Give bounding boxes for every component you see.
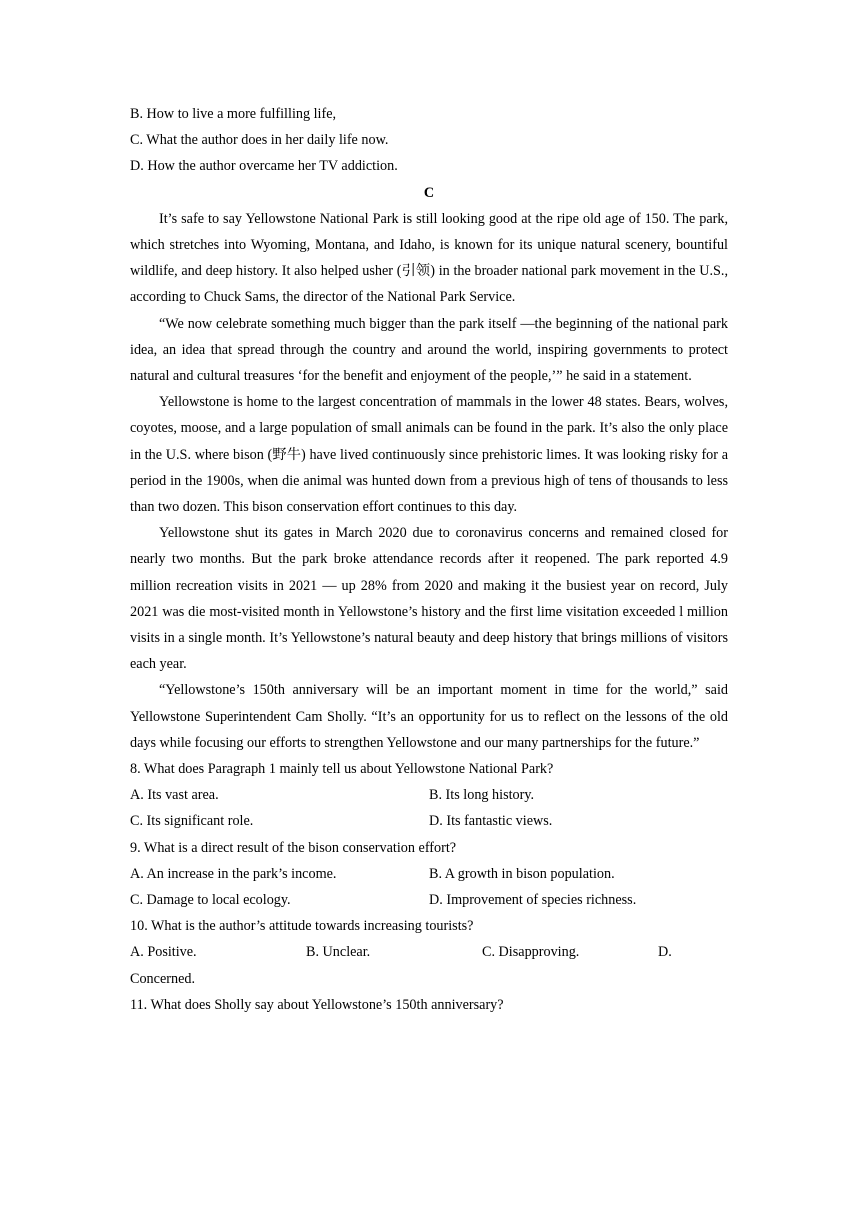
paragraph-3: Yellowstone is home to the largest concentration of mammals in the lower 48 states. Bears, wolves, coyotes, moose, and a large population of small animals can be found in the park. It’s also the only place in the U.S. where bison (野牛) have lived continuously since prehistoric limes. It was looking risky for a period in the 1900s, when die animal was hunted down from a previous high of tens of thousands to less than two dozen. This bison conservation effort continues to this day. — [130, 394, 728, 515]
question-9-option-a: A. An increase in the park’s income. — [130, 865, 337, 882]
question-10-stem: 10. What is the author’s attitude towards increasing tourists? — [130, 918, 474, 935]
option-d-prev: D. How the author overcame her TV addiction. — [130, 158, 398, 175]
question-8-option-c: C. Its significant role. — [130, 813, 254, 830]
option-c-prev: C. What the author does in her daily life now. — [130, 132, 389, 149]
question-8-options-row-1 — [130, 782, 728, 808]
question-10-option-d-continued: Concerned. — [130, 970, 196, 987]
section-heading: C — [423, 184, 435, 201]
question-10-option-d: D. — [658, 944, 672, 961]
question-8-stem: 8. What does Paragraph 1 mainly tell us about Yellowstone National Park? — [130, 761, 554, 778]
question-9-option-c: C. Damage to local ecology. — [130, 891, 291, 908]
question-11-stem: 11. What does Sholly say about Yellowstone’s 150th anniversary? — [130, 996, 504, 1013]
question-9-option-b: B. A growth in bison population. — [429, 865, 615, 882]
question-9-options-row-1 — [130, 861, 728, 887]
question-10-option-b: B. Unclear. — [306, 944, 371, 961]
question-8-option-d: D. Its fantastic views. — [429, 813, 553, 830]
question-9-option-d: D. Improvement of species richness. — [429, 891, 637, 908]
question-8-option-b: B. Its long history. — [429, 787, 535, 804]
question-8-options-row-2 — [130, 808, 728, 834]
question-9-options-row-2 — [130, 887, 728, 913]
paragraph-5: “Yellowstone’s 150th anniversary will be an important moment in time for the world,” said Yellowstone Superintendent Cam Sholly. “It’s an opportunity for us to reflect on the lessons of the old days while focusing our efforts to strengthen Yellowstone and our many partnerships for the future.” — [130, 682, 728, 751]
paragraph-4: Yellowstone shut its gates in March 2020 due to coronavirus concerns and remained closed for nearly two months. But the park broke attendance records after it reopened. The park reported 4.9 million recreation visits in 2021 — up 28% from 2020 and making it the busiest year on record, July 2021 was die most-visited month in Yellowstone’s history and the first lime visitation exceeded l million visits in a single month. It’s Yellowstone’s natural beauty and deep history that brings millions of visitors each year. — [130, 525, 728, 673]
question-10-option-c: C. Disapproving. — [482, 944, 580, 961]
option-b-prev: B. How to live a more fulfilling life, — [130, 106, 337, 122]
question-8-option-a: A. Its vast area. — [130, 787, 219, 804]
paragraph-2: “We now celebrate something much bigger than the park itself —the beginning of the national park idea, an idea that spread through the country and around the world, inspiring governments to protect natural and cultural treasures ‘for the benefit and enjoyment of the people,’” he said in a statement. — [130, 315, 728, 384]
paragraph-1: It’s safe to say Yellowstone National Park is still looking good at the ripe old age of 150. The park, which stretches into Wyoming, Montana, and Idaho, is known for its unique natural scenery, bountiful wildlife, and deep history. It also helped usher (引领) in the broader national park movement in the U.S., according to Chuck Sams, the director of the National Park Service. — [130, 210, 728, 306]
document-page — [130, 101, 728, 1018]
question-10-options-row — [130, 939, 728, 965]
question-10-option-a: A. Positive. — [130, 944, 197, 961]
question-9-stem: 9. What is a direct result of the bison conservation effort? — [130, 839, 457, 856]
